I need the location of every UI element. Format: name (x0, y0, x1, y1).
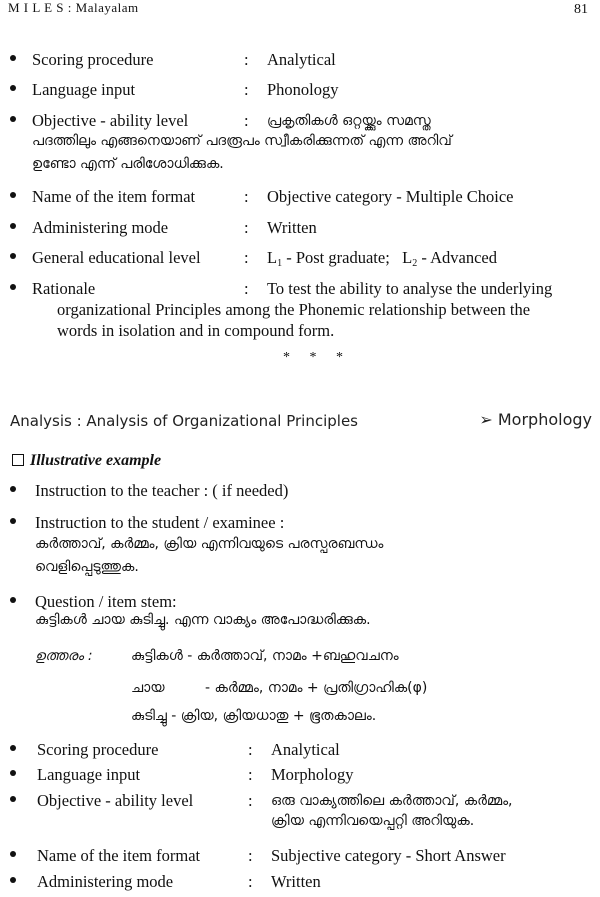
rationale-line: organizational Principles among the Phonemic relationship between the (57, 300, 531, 319)
answer-label: ഉത്തരം : (35, 648, 93, 664)
educational-level-value: $L_1$ - Post graduate; $L_2$ - Advanced (267, 248, 497, 269)
bullet-icon (10, 851, 16, 857)
bullet-icon (10, 284, 16, 290)
objective-line: ക്രിയ എന്നിവയെപ്പറ്റി അറിയുക. (271, 813, 475, 829)
bullet-icon (10, 223, 16, 229)
bullet-icon (10, 597, 16, 603)
section-tag: ➢ Morphology (479, 410, 592, 429)
bullet-icon (10, 192, 16, 198)
student-instruction-line: കർത്താവ്, കർമ്മം, ക്രിയ എന്നിവയുടെ പരസ്പരബന്ധം (35, 536, 384, 552)
bullet-icon (10, 796, 16, 802)
bullet-icon (10, 85, 16, 91)
bullet-icon (10, 877, 16, 883)
answer-line: കുട്ടികൾ - കർത്താവ്, നാമം +ബഹുവചനം (131, 648, 399, 664)
section-title: Analysis : Analysis of Organizational Principles (10, 412, 358, 430)
bullet-icon (10, 116, 16, 122)
checkbox-icon (12, 454, 24, 466)
section-separator: * * * (283, 350, 351, 365)
objective-line: ഉണ്ടോ എന്ന് പരിശോധിക്കുക. (32, 156, 224, 172)
answer-line: - കർമ്മം, നാമം + പ്രതിഗ്രാഹിക(φ) (205, 680, 428, 696)
bullet-icon (10, 486, 16, 492)
running-header: M I L E S : Malayalam (8, 0, 139, 15)
bullet-icon (10, 770, 16, 776)
page-number: 81 (574, 2, 588, 17)
arrow-icon: ➢ (479, 410, 493, 429)
document-page: M I L E S : Malayalam 81 Scoring procedure : Analytical Language input : Phonology Objective - ability level : പ്രകൃതികൾ ഒറ്റയ്ക്കും സമസ്ത പദത്തിലും എങ്ങനെയാണ് പദരൂപം സ്വീകരിക്കുന്നത് എന്ന അറിവ് ഉണ്ടോ എന്ന് പരിശോധിക്കുക. Name of the item format : Objective category - Multiple Choice Administering mode : Written General educational level : $L_1$ - Post graduate; $L_2$ - Advanced Rationale : To test the ability to analyse the underlying organizational Principles among the Phonemic relationship between the words in isolation and in compound form. * * * Analysis : Analysis of Organizational Principles ➢ Morphology Illustrative example Instruction to the teacher : ( if needed) Instruction to the student / examinee : കർത്താവ്, കർമ്മം, ക്രിയ എന്നിവയുടെ പരസ്പരബന്ധം വെളിപ്പെടുത്തുക. Question / item stem: കുട്ടികൾ ചായ കുടിച്ചു. എന്ന വാക്യം അപോദ്ധരിക്കുക. ഉത്തരം : കുട്ടികൾ - കർത്താവ്, നാമം +ബഹുവചനം ചായ - കർമ്മം, നാമം + പ്രതിഗ്രാഹിക(φ) കുടിച്ചു - ക്രിയ, ക്രിയധാതു + ഭൂതകാലം. Scoring procedure : Analytical Language input : Morphology Objective - ability level : ഒരു വാക്യത്തിലെ കർത്താവ്, കർമ്മം, ക്രിയ എന്നിവയെപ്പറ്റി അറിയുക. Name of the item format : Subjective category - Short Answer Administering mode : Written (8, 0, 592, 891)
rationale-line: words in isolation and in compound form. (57, 321, 335, 340)
student-instruction-line: വെളിപ്പെടുത്തുക. (35, 559, 139, 575)
bullet-icon (10, 745, 16, 751)
illustrative-heading: Illustrative example (12, 452, 161, 470)
answer-word: ചായ (131, 680, 165, 696)
bullet-icon (10, 55, 16, 61)
bullet-icon (10, 253, 16, 259)
bullet-icon (10, 518, 16, 524)
objective-line: പദത്തിലും എങ്ങനെയാണ് പദരൂപം സ്വീകരിക്കുന്നത് എന്ന അറിവ് (32, 133, 452, 149)
question-stem: കുട്ടികൾ ചായ കുടിച്ചു. എന്ന വാക്യം അപോദ്ധരിക്കുക. (35, 612, 371, 628)
answer-line: കുടിച്ചു - ക്രിയ, ക്രിയധാതു + ഭൂതകാലം. (131, 708, 377, 724)
